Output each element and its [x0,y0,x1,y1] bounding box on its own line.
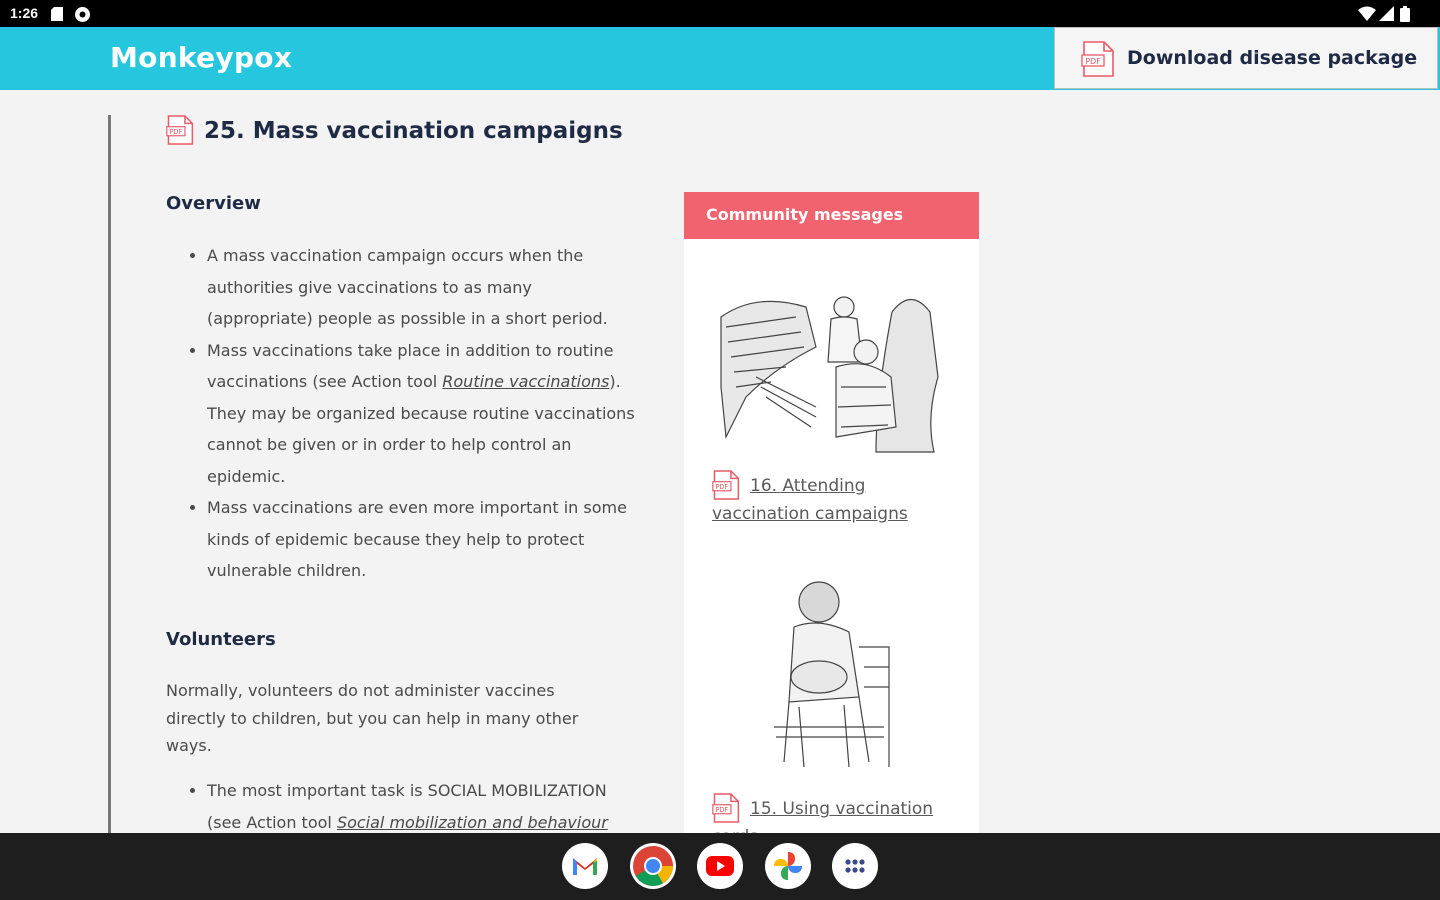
wifi-icon [1358,6,1376,21]
routine-vaccinations-link[interactable]: Routine vaccinations [442,372,610,391]
navigation-bar [0,833,1440,900]
settings-status-icon [74,6,91,23]
sd-card-icon [50,6,64,22]
battery-icon [1400,6,1410,22]
page-title: 25. Mass vaccination campaigns [204,118,623,144]
vaccination-card-illustration [764,577,899,777]
pdf-icon [712,792,740,824]
chrome-icon[interactable] [630,843,676,889]
sidebar-link-attending-vaccination[interactable] [712,472,952,528]
list-item: • Mass vaccinations are even more important in some kinds of epidemic because they help to protect vulnerable children. [207,492,637,587]
community-messages-title: Community messages [706,205,904,224]
signal-icon [1379,6,1394,21]
vaccination-campaign-illustration [716,287,946,457]
overview-heading: Overview [166,193,261,214]
overview-list [166,240,637,587]
status-time: 1:26 [10,5,39,21]
pdf-icon [712,469,740,501]
list-item: • The most important task is SOCIAL MOBILIZATION (see Action tool Social mobilization and behaviour [207,775,637,870]
status-bar [0,0,1440,27]
volunteers-paragraph: Normally, volunteers do not administer vaccines directly to children, but you can help in many other ways. [166,681,579,755]
sidebar-link-label[interactable]: 15. Using vaccination [750,799,934,819]
list-item: • Mass vaccinations take place in addition to routine vaccinations (see Action tool Routine vaccinations). They may be organized because routine vaccinations cannot be given or in order to help control an epidemic. [207,335,637,493]
app-title: Monkeypox [110,41,293,74]
svg-text:PDF: PDF [1085,57,1101,66]
download-package-button[interactable] [1054,27,1438,89]
svg-text:PDF: PDF [715,483,729,492]
pdf-icon [1081,40,1115,78]
community-messages-header [684,192,979,239]
sidebar-link-label[interactable]: 16. Attending vaccination campaigns [712,476,908,524]
pdf-icon[interactable] [166,114,194,146]
social-mobilization-link[interactable]: Social mobilization and behaviour [336,812,608,832]
svg-text:PDF: PDF [169,128,183,137]
gmail-icon[interactable] [562,843,608,889]
volunteers-heading: Volunteers [166,629,276,650]
download-package-label: Download disease package [1127,47,1418,69]
article-content[interactable] [0,90,1440,833]
content-divider [108,115,111,835]
list-item: • A mass vaccination campaign occurs when the authorities give vaccinations to as many (appropriate) people as possible in a short period. [207,240,637,335]
youtube-icon[interactable] [697,843,743,889]
svg-text:PDF: PDF [715,806,729,815]
app-drawer-icon[interactable] [832,843,878,889]
community-messages-panel [684,192,979,852]
photos-icon[interactable] [765,843,811,889]
